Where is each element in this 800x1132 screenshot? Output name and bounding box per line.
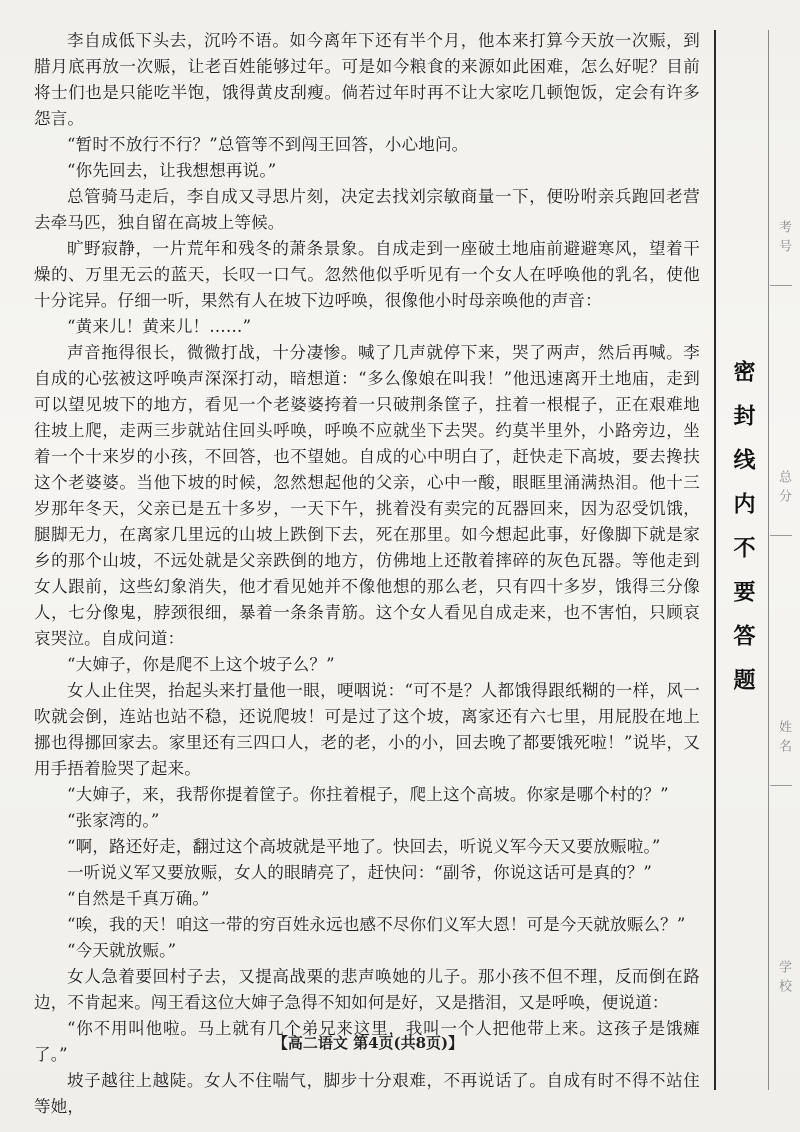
paragraph-3: “你先回去，让我想想再说。” (67, 161, 277, 180)
seal-line-right (768, 30, 769, 1090)
paragraph-2: “暂时不放行不行？”总管等不到闯王回答，小心地问。 (67, 135, 469, 154)
paragraph-12: “啊，路还好走，翻过这个高坡就是平地了。快回去，听说义军今天又要放赈啦。” (67, 837, 661, 856)
paragraph-7: 声音拖得很长，微微打战，十分凄惨。喊了几声就停下来，哭了两声，然后再喊。李自成的心弦被这呼唤声深深打动，暗想道：“多么像娘在叫我！”他迅速离开土地庙，走到可以望见坡下的地方，看见一个老婆婆挎着一只破荆条筐子，拄着一根棍子，正在艰难地往坡上爬，走两三步就站住回头呼唤，呼唤不应就坐下去哭。约莫半里外，小路旁边，坐着一个十来岁的小孩，不回答，也不望她。自成的心中明白了，赶快走下高坡，要去搀扶这个老婆婆。当他下坡的时候，忽然想起他的父亲，心中一酸，眼眶里涌满热泪。他十三岁那年冬天，父亲已是五十多岁，一天下午，挑着没有卖完的瓦器回来，因为忍受饥饿，腿脚无力，在离家几里远的山坡上跌倒下去，死在那里。如今想起此事，好像脚下就是家乡的那个山坡，不远处就是父亲跌倒的地方，仿佛地上还散着摔碎的灰色瓦器。等他走到女人跟前，这些幻象消失，他才看见她并不像他想的那么老，只有四十多岁，饿得三分像人，七分像鬼，脖颈很细，暴着一条条青筋。这个女人看见自成走来，也不害怕，只顾哀哀哭泣。自成问道： (34, 343, 700, 648)
paragraph-5: 旷野寂静，一片荒年和残冬的萧条景象。自成走到一座破土地庙前避避寒风，望着干燥的、万里无云的蓝天，长叹一口气。忽然他似乎听见有一个女人在呼唤他的乳名，使他十分诧异。仔细一听，果然有人在坡下边呼唤，很像他小时母亲唤他的声音： (34, 239, 700, 310)
exam-number-label: 考号 (776, 220, 791, 258)
paragraph-18: “你不用叫他啦。马上就有几个弟兄来这里，我叫一个人把他带上来。这孩子是饿瘫了。” (34, 1019, 700, 1064)
seal-warning: 密封线内不要答题 (730, 360, 756, 712)
paragraph-9: 女人止住哭，抬起头来打量他一眼，哽咽说：“可不是？人都饿得跟纸糊的一样，风一吹就会倒，连站也站不稳，还说爬坡！可是过了这个坡，离家还有六七里，用屁股在地上挪也得挪回家去。家里还有三四口人，老的老，小的小，回去晚了都要饿死啦！”说毕，又用手捂着脸哭了起来。 (34, 681, 700, 778)
paragraph-6: “黄来儿！黄来儿！……” (67, 317, 252, 336)
paragraph-1: 李自成低下头去，沉吟不语。如今离年下还有半个月，他本来打算今天放一次赈，到腊月底再放一次赈，让老百姓能够过年。可是如今粮食的来源如此困难，怎么好呢？目前将士们也是只能吃半饱，饿得黄皮刮瘦。倘若过年时再不让大家吃几顿饱饭，定会有许多怨言。 (34, 31, 700, 128)
passage-body (34, 28, 700, 1120)
paragraph-19: 坡子越往上越陡。女人不住喘气，脚步十分艰难，不再说话了。自成有时不得不站住等她， (34, 1071, 700, 1116)
paragraph-15: “唉，我的天！咱这一带的穷百姓永远也感不尽你们义军大恩！可是今天就放赈么？” (67, 915, 686, 934)
paragraph-16: “今天就放赈。” (67, 941, 177, 960)
field-divider (770, 285, 792, 286)
paragraph-17: 女人急着要回村子去，又提高战栗的悲声唤她的儿子。那小孩不但不理，反而倒在路边，不肯起来。闯王看这位大婶子急得不知如何是好，又是揩泪，又是呼唤，便说道： (34, 967, 700, 1012)
paragraph-8: “大婶子，你是爬不上这个坡子么？” (67, 655, 335, 674)
name-label: 姓名 (776, 720, 791, 758)
paragraph-4: 总管骑马走后，李自成又寻思片刻，决定去找刘宗敏商量一下，便吩咐亲兵跑回老营去牵马匹，独自留在高坡上等候。 (34, 187, 700, 232)
seal-line-left (714, 30, 716, 1090)
field-divider (770, 535, 792, 536)
field-divider (770, 785, 792, 786)
paragraph-14: “自然是千真万确。” (67, 889, 210, 908)
school-label: 学校 (776, 960, 791, 998)
page-footer: 【高二语文 第4页(共8页)】 (272, 1034, 464, 1052)
seal-margin (706, 30, 796, 1090)
paragraph-10: “大婶子，来，我帮你提着筐子。你拄着棍子，爬上这个高坡。你家是哪个村的？” (67, 785, 669, 804)
score-label: 总分 (776, 470, 791, 508)
paragraph-11: “张家湾的。” (67, 811, 160, 830)
paragraph-13: 一听说义军又要放赈，女人的眼睛亮了，赶快问：“副爷，你说这话可是真的？” (67, 863, 653, 882)
